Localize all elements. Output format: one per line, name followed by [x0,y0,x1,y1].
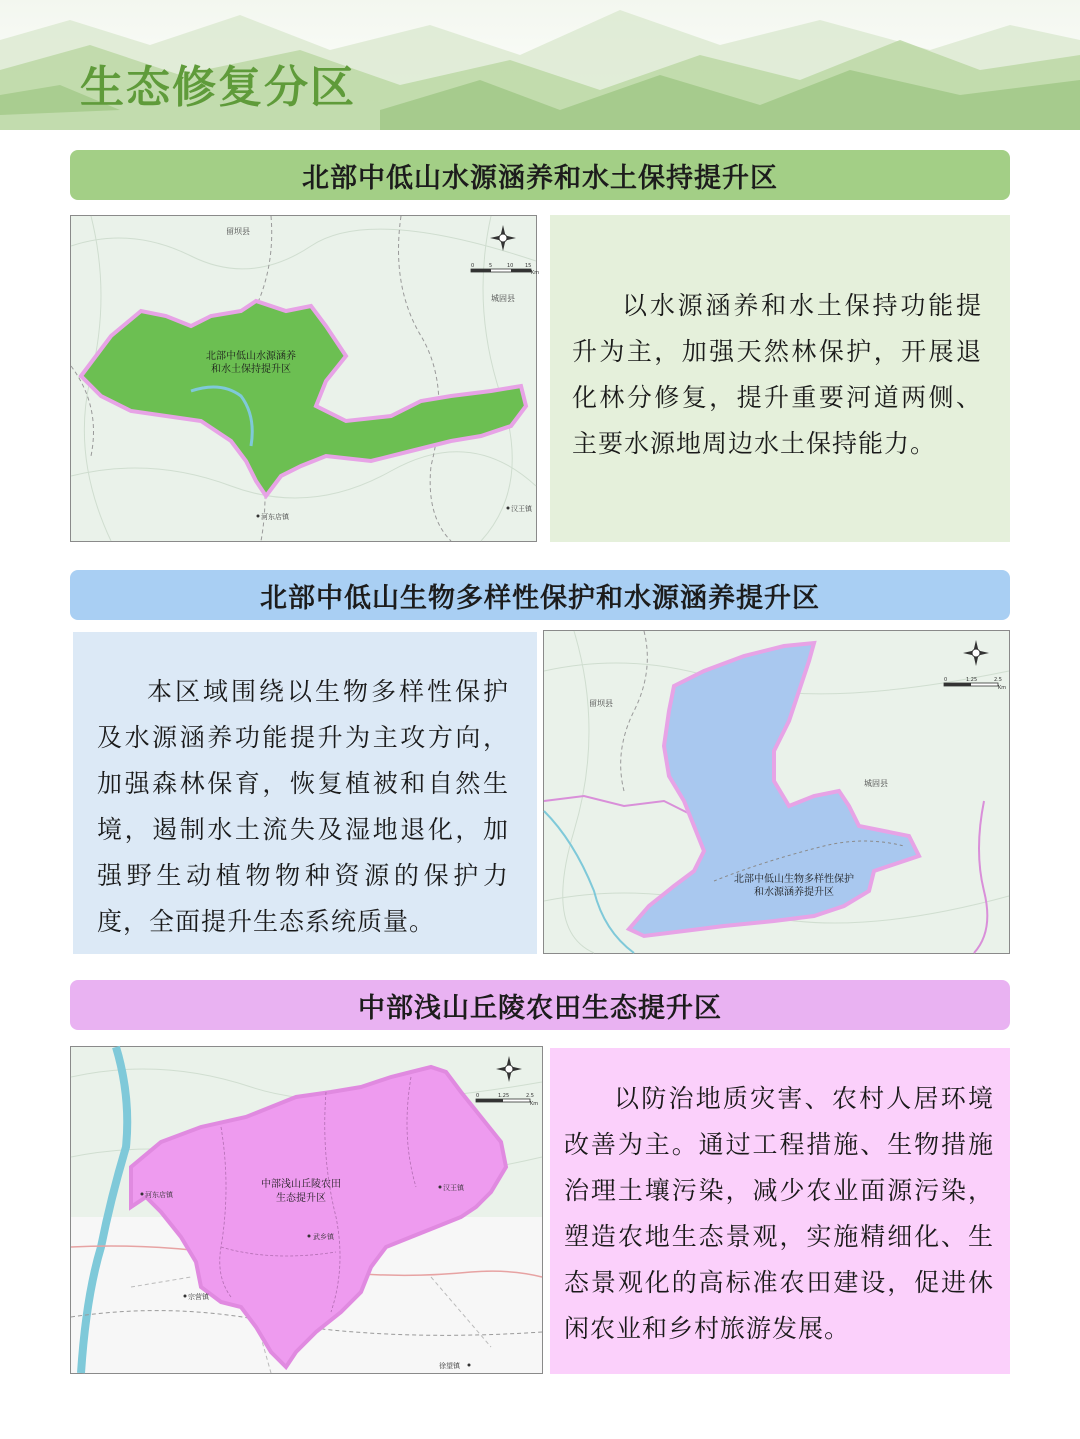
section-2-description: 本区域围绕以生物多样性保护及水源涵养功能提升为主攻方向，加强森林保育，恢复植被和自然生境，遏制水土流失及湿地退化，加强野生动植物物种资源的保护力度，全面提升生态系统质量。 [97,677,509,936]
svg-text:2.5: 2.5 [994,677,1002,683]
map-place-label: 留坝县 [226,227,250,236]
section-1-zone-label-2: 和水土保持提升区 [211,364,291,375]
section-3-zone-label-1: 中部浅山丘陵农田 [261,1179,341,1190]
svg-text:10: 10 [507,263,514,269]
svg-text:1.25: 1.25 [498,1093,510,1099]
section-2-title: 北部中低山生物多样性保护和水源涵养提升区 [260,582,820,614]
page-title: 生态修复分区 [80,62,356,113]
map-place-label: 汉王镇 [443,1184,464,1192]
section-2-zone-label-2: 和水源涵养提升区 [754,887,834,898]
section-1-text-panel [550,215,1010,542]
section-2-header [70,570,1010,620]
svg-text:Km: Km [530,1101,539,1107]
section-1-header [70,150,1010,200]
svg-text:0: 0 [476,1093,480,1099]
svg-text:Km: Km [998,685,1007,691]
section-1-description: 以水源涵养和水土保持功能提升为主，加强天然林保护，开展退化林分修复，提升重要河道两侧、主要水源地周边水土保持能力。 [572,291,982,458]
map-place-label: 河东店镇 [145,1191,173,1199]
section-3-text-panel [550,1048,1010,1374]
map-place-label: 留坝县 [589,699,613,708]
section-3-header [70,980,1010,1030]
svg-text:5: 5 [489,263,493,269]
section-2-map [543,630,1010,954]
svg-text:0: 0 [471,263,475,269]
svg-text:Km: Km [531,270,540,276]
section-3-description: 以防治地质灾害、农村人居环境改善为主。通过工程措施、生物措施治理土壤污染，减少农业面源污染，塑造农地生态景观，实施精细化、生态景观化的高标准农田建设，促进休闲农业和乡村旅游发展。 [564,1084,994,1343]
section-1-map [70,215,540,542]
section-2-zone-label-1: 北部中低山生物多样性保护 [734,874,854,885]
map-place-label: 城固县 [491,294,515,303]
svg-text:15: 15 [525,263,532,269]
svg-text:0: 0 [944,677,948,683]
map-place-label: 宗营镇 [188,1293,209,1301]
svg-text:2.5: 2.5 [526,1093,534,1099]
map-place-label: 城固县 [864,779,888,788]
map-place-label: 河东店镇 [261,513,289,521]
map-place-label: 武乡镇 [313,1233,334,1241]
section-2-text-panel [73,632,537,954]
header-banner [0,0,1080,130]
section-3-map [70,1046,543,1374]
svg-text:1.25: 1.25 [966,677,978,683]
section-1-title: 北部中低山水源涵养和水土保持提升区 [302,162,778,194]
section-1-zone-label-1: 北部中低山水源涵养 [206,351,296,362]
map-place-label: 徐望镇 [439,1362,460,1370]
section-3-title: 中部浅山丘陵农田生态提升区 [358,992,722,1024]
map-place-label: 汉王镇 [511,505,532,513]
section-3-zone-label-2: 生态提升区 [276,1193,326,1204]
